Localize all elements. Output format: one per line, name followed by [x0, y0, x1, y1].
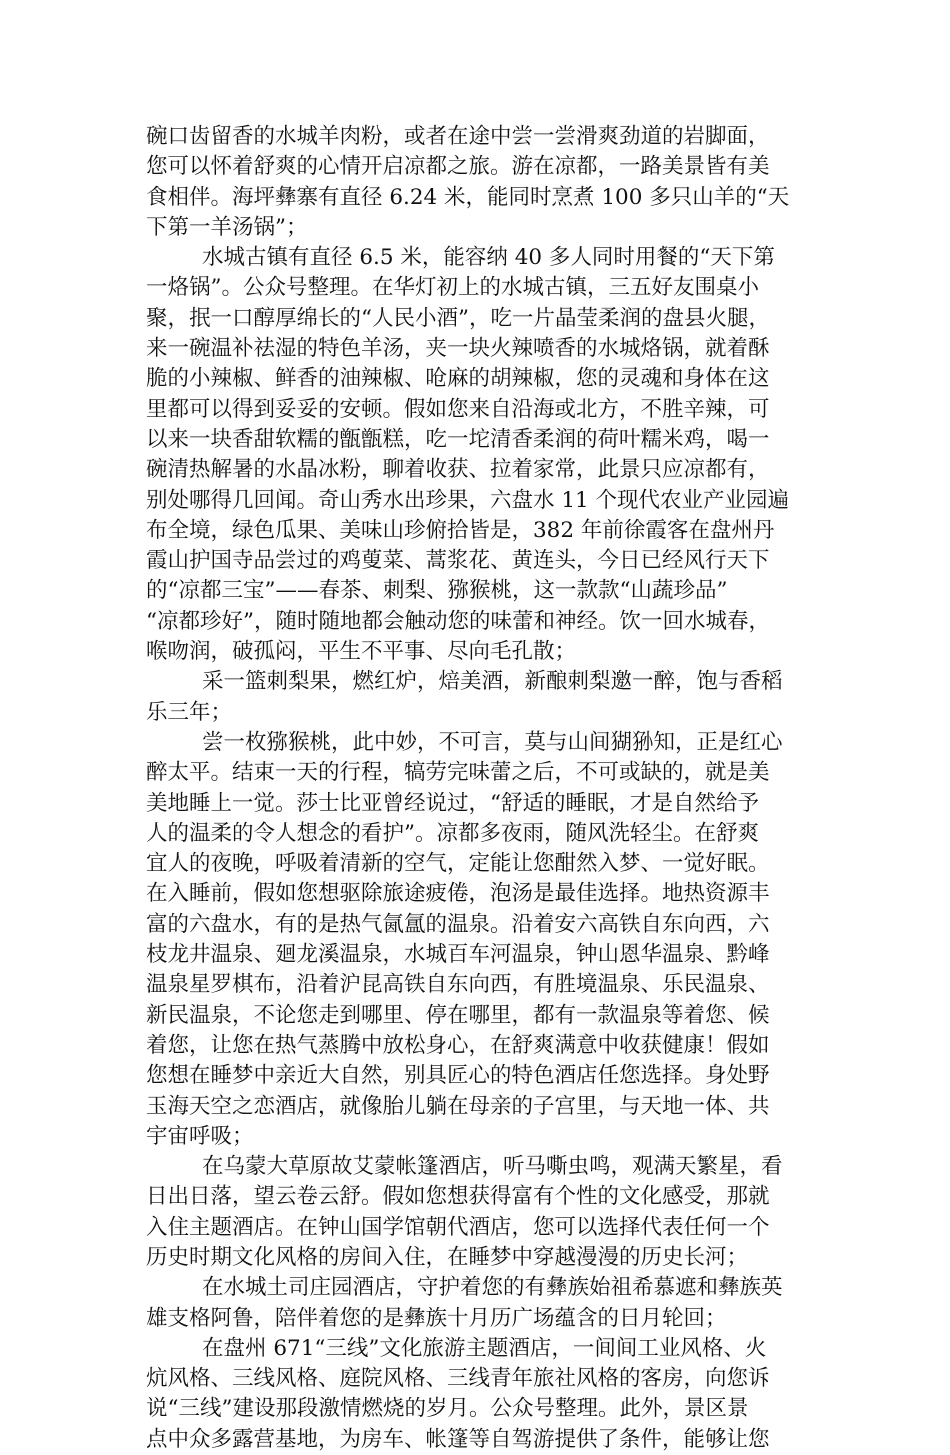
text-line: 布全境，绿色瓜果、美味山珍俯拾皆是，382 年前徐霞客在盘州丹	[146, 517, 775, 543]
text-line: 日出日落，望云卷云舒。假如您想获得富有个性的文化感受，那就	[146, 1184, 770, 1210]
text-line: 枝龙井温泉、廻龙溪温泉，水城百车河温泉，钟山恩华温泉、黔峰	[146, 942, 770, 968]
text-line: 您想在睡梦中亲近大自然，别具匠心的特色酒店任您选择。身处野	[146, 1063, 770, 1089]
text-line: 温泉星罗棋布，沿着沪昆高铁自东向西，有胜境温泉、乐民温泉、	[146, 972, 770, 998]
text-line: 人的温柔的令人想念的看护”。凉都多夜雨，随风洗轻尘。在舒爽	[146, 820, 759, 846]
text-line: 说“三线”建设那段激情燃烧的岁月。公众号整理。此外，景区景	[146, 1396, 749, 1422]
text-line: 霞山护国寺品尝过的鸡蓃菜、蒿浆花、黄连头，今日已经风行天下	[146, 548, 770, 574]
text-line: 点中众多露营基地，为房车、帐篷等自驾游提供了条件，能够让您	[146, 1426, 770, 1452]
text-line: 下第一羊汤锅”；	[146, 214, 308, 240]
text-line: 碗清热解暑的水晶冰粉，聊着收获、拉着家常，此景只应凉都有，	[146, 457, 770, 483]
text-line: 炕风格、三线风格、庭院风格、三线青年旅社风格的客房，向您诉	[146, 1366, 770, 1392]
text-line: 里都可以得到妥妥的安顿。假如您来自沿海或北方，不胜辛辣，可	[146, 396, 770, 422]
text-line: 别处哪得几回闻。奇山秀水出珍果，六盘水 11 个现代农业产业园遍	[146, 487, 790, 513]
text-line: 雄支格阿鲁，陪伴着您的是彝族十月历广场蕴含的日月轮回；	[146, 1305, 727, 1331]
body-text	[146, 122, 810, 1455]
text-line: 新民温泉，不论您走到哪里、停在哪里，都有一款温泉等着您、候	[146, 1002, 770, 1028]
text-line: 的“凉都三宝”——春茶、刺梨、猕猴桃，这一款款“山蔬珍品”	[146, 578, 728, 604]
text-line: 碗口齿留香的水城羊肉粉，或者在途中尝一尝滑爽劲道的岩脚面，	[146, 124, 770, 149]
text-line: 您可以怀着舒爽的心情开启凉都之旅。游在凉都，一路美景皆有美	[146, 154, 770, 180]
text-line: 以来一块香甜软糯的甑甑糕，吃一坨清香柔润的荷叶糯米鸡，喝一	[146, 426, 770, 452]
text-line: 乐三年；	[146, 699, 233, 725]
text-line: 美地睡上一觉。莎士比亚曾经说过，“舒适的睡眠，才是自然给予	[146, 790, 759, 816]
text-line: 食相伴。海坪彝寨有直径 6.24 米，能同时烹煮 100 多只山羊的“天	[146, 184, 790, 210]
text-line: 在水城土司庄园酒店，守护着您的有彝族始祖希慕遮和彝族英	[202, 1275, 783, 1301]
text-line: 醉太平。结束一天的行程，犒劳完味蕾之后，不可或缺的，就是美	[146, 760, 770, 786]
text-line: 一烙锅”。公众号整理。在华灯初上的水城古镇，三五好友围桌小	[146, 275, 759, 301]
text-line: 着您，让您在热气蒸腾中放松身心，在舒爽满意中收获健康！假如	[146, 1032, 770, 1058]
text-line: 玉海天空之恋酒店，就像胎儿躺在母亲的子宫里，与天地一体、共	[146, 1093, 770, 1119]
text-line: 历史时期文化风格的房间入住，在睡梦中穿越漫漫的历史长河；	[146, 1244, 749, 1270]
text-line: 水城古镇有直径 6.5 米，能容纳 40 多人同时用餐的“天下第	[202, 245, 775, 271]
text-line: “凉都珍好”，随时随地都会触动您的味蕾和神经。饮一回水城春，	[146, 608, 770, 634]
text-line: 在入睡前，假如您想驱除旅途疲倦，泡汤是最佳选择。地热资源丰	[146, 881, 770, 907]
text-line: 尝一枚猕猴桃，此中妙，不可言，莫与山间猢狲知，正是红心	[202, 729, 783, 755]
text-line: 脆的小辣椒、鲜香的油辣椒、呛麻的胡辣椒，您的灵魂和身体在这	[146, 366, 770, 392]
text-line: 来一碗温补祛湿的特色羊汤，夹一块火辣喷香的水城烙锅，就着酥	[146, 336, 770, 362]
text-line: 入住主题酒店。在钟山国学馆朝代酒店，您可以选择代表任何一个	[146, 1214, 770, 1240]
text-line: 富的六盘水，有的是热气氤氲的温泉。沿着安六高铁自东向西，六	[146, 911, 770, 937]
text-line: 在盘州 671“三线”文化旅游主题酒店，一间间工业风格、火	[202, 1335, 767, 1361]
text-line: 聚，抿一口醇厚绵长的“人民小酒”，吃一片晶莹柔润的盘县火腿，	[146, 305, 770, 331]
text-line: 喉吻润，破孤闷，平生不平事、尽向毛孔散；	[146, 639, 577, 665]
text-line: 宜人的夜晚，呼吸着清新的空气，定能让您酣然入梦、一觉好眠。	[146, 851, 770, 877]
text-line: 采一篮刺梨果，燃红炉，焙美酒，新酿刺梨邀一醉，饱与香稻	[202, 669, 783, 695]
text-line: 宇宙呼吸；	[146, 1123, 254, 1149]
text-line: 在乌蒙大草原故艾蒙帐篷酒店，听马嘶虫鸣，观满天繁星，看	[202, 1154, 783, 1180]
